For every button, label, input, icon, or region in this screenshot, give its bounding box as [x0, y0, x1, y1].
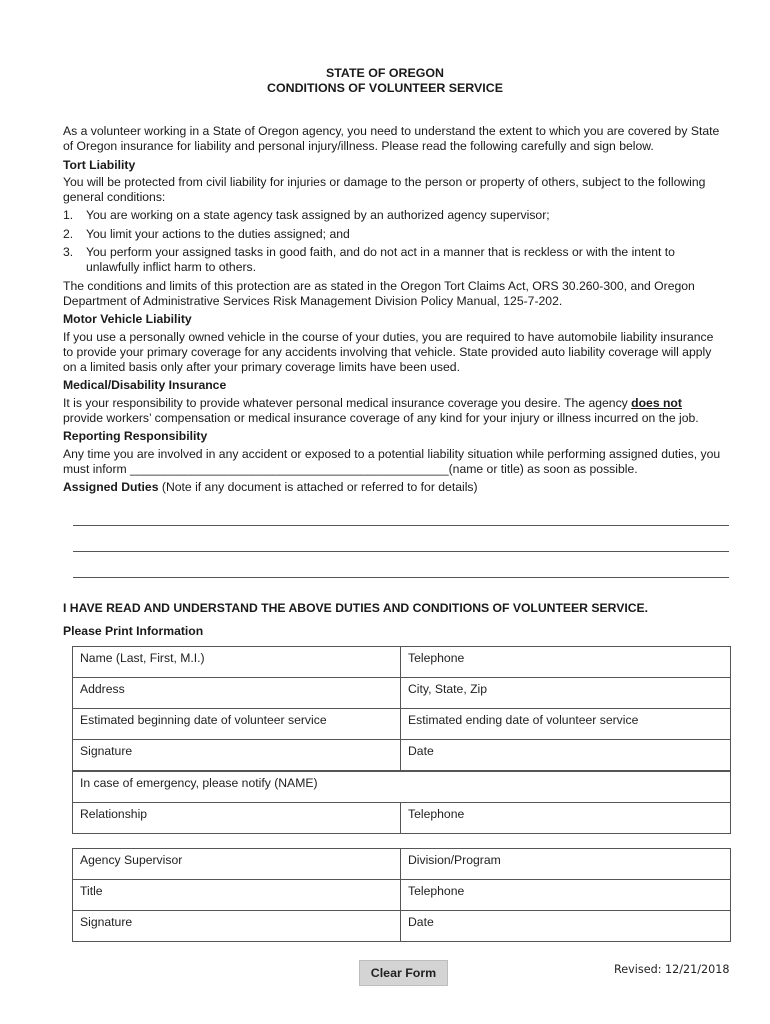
tort-heading: Tort Liability: [63, 157, 136, 172]
medical-text-end: provide workers’ compensation or medical insurance coverage of any kind for your injury or illness incurred on the job.: [63, 411, 699, 426]
table-row: [73, 772, 731, 803]
tort-closing-paragraph: The conditions and limits of this protection are as stated in the Oregon Tort Claims Act, ORS 30.260-300, and Oregon Department of Administrative Services Risk Management Division Policy Manual, 125-7-202.: [63, 278, 695, 308]
document-title: [0, 66, 770, 96]
intro-paragraph: As a volunteer working in a State of Oregon agency, you need to understand the extent to which you are covered by State of Oregon insurance for liability and personal injury/illness. Please read the following carefully and sign below.: [63, 124, 720, 154]
duties-line-1[interactable]: [73, 525, 729, 526]
list-text: You limit your actions to the duties assigned; and: [86, 226, 350, 241]
list-text: You are working on a state agency task assigned by an authorized agency supervisor;: [86, 208, 550, 223]
supervisor-signature-field[interactable]: Signature: [73, 911, 401, 942]
supervisor-table: [72, 848, 731, 942]
agency-supervisor-field[interactable]: Agency Supervisor: [73, 849, 401, 880]
does-not-emphasis: does not: [631, 395, 682, 410]
tort-paragraph: You will be protected from civil liability for injuries or damage to the person or property of others, subject to the following general conditions:: [63, 174, 706, 205]
list-number: 1.: [63, 208, 74, 223]
list-item: [63, 227, 723, 242]
reporting-heading: Reporting Responsibility: [63, 429, 208, 444]
title-line-conditions: CONDITIONS OF VOLUNTEER SERVICE: [267, 81, 503, 95]
begin-date-field[interactable]: Estimated beginning date of volunteer service: [73, 709, 401, 740]
medical-paragraph: [63, 396, 723, 427]
motor-paragraph: If you use a personally owned vehicle in the course of your duties, you are required to have automobile liability insurance to provide your primary coverage for any accidents involving that vehicle. State provided auto liability coverage will apply on a limited basis only after your primary coverage limits have been used.: [63, 329, 714, 375]
assigned-duties-line: [63, 480, 723, 495]
list-number: 2.: [63, 226, 74, 241]
emergency-contact-table: [72, 771, 731, 834]
medical-heading: Medical/Disability Insurance: [63, 378, 227, 393]
duties-line-3[interactable]: [73, 577, 729, 578]
telephone-field[interactable]: Telephone: [401, 647, 731, 678]
table-row: [73, 678, 731, 709]
supervisor-date-field[interactable]: Date: [401, 911, 731, 942]
address-field[interactable]: Address: [73, 678, 401, 709]
relationship-field[interactable]: Relationship: [73, 803, 401, 834]
end-date-field[interactable]: Estimated ending date of volunteer service: [401, 709, 731, 740]
division-program-field[interactable]: Division/Program: [401, 849, 731, 880]
list-text: You perform your assigned tasks in good faith, and do not act in a manner that is reckless or with the intent to unlawfully inflict harm to others.: [86, 245, 675, 275]
list-item: [63, 245, 723, 276]
city-state-zip-field[interactable]: City, State, Zip: [401, 678, 731, 709]
date-field[interactable]: Date: [401, 740, 731, 771]
motor-heading: Motor Vehicle Liability: [63, 312, 192, 327]
table-row: [73, 647, 731, 678]
emergency-name-field[interactable]: In case of emergency, please notify (NAME): [73, 772, 731, 803]
acknowledgement-statement: I HAVE READ AND UNDERSTAND THE ABOVE DUTIES AND CONDITIONS OF VOLUNTEER SERVICE.: [63, 601, 649, 615]
emergency-telephone-field[interactable]: Telephone: [401, 803, 731, 834]
medical-text-start: It is your responsibility to provide whatever personal medical insurance coverage you desire. The agency: [63, 395, 632, 410]
signature-field[interactable]: Signature: [73, 740, 401, 771]
supervisor-telephone-field[interactable]: Telephone: [401, 880, 731, 911]
revised-date: Revised: 12/21/2018: [614, 963, 730, 976]
table-row: [73, 849, 731, 880]
name-field[interactable]: Name (Last, First, M.I.): [73, 647, 401, 678]
title-line-state: STATE OF OREGON: [326, 66, 444, 80]
title-field[interactable]: Title: [73, 880, 401, 911]
volunteer-info-table: [72, 646, 731, 771]
assigned-duties-heading: Assigned Duties: [63, 480, 159, 495]
conditions-list: [63, 208, 723, 275]
print-information-label: Please Print Information: [63, 624, 204, 638]
list-number: 3.: [63, 245, 74, 260]
duties-line-2[interactable]: [73, 551, 729, 552]
reporting-paragraph: Any time you are involved in any accident or exposed to a potential liability situation while performing assigned duties, you must inform _______________________________________________(name or title) as soon as possible.: [63, 446, 721, 476]
list-item: [63, 208, 723, 223]
document-body: [63, 124, 723, 499]
assigned-duties-note: (Note if any document is attached or referred to for details): [158, 480, 478, 495]
clear-form-button[interactable]: Clear Form: [359, 960, 448, 986]
table-row: [73, 880, 731, 911]
table-row: [73, 740, 731, 771]
table-row: [73, 709, 731, 740]
table-row: [73, 911, 731, 942]
table-row: [73, 803, 731, 834]
